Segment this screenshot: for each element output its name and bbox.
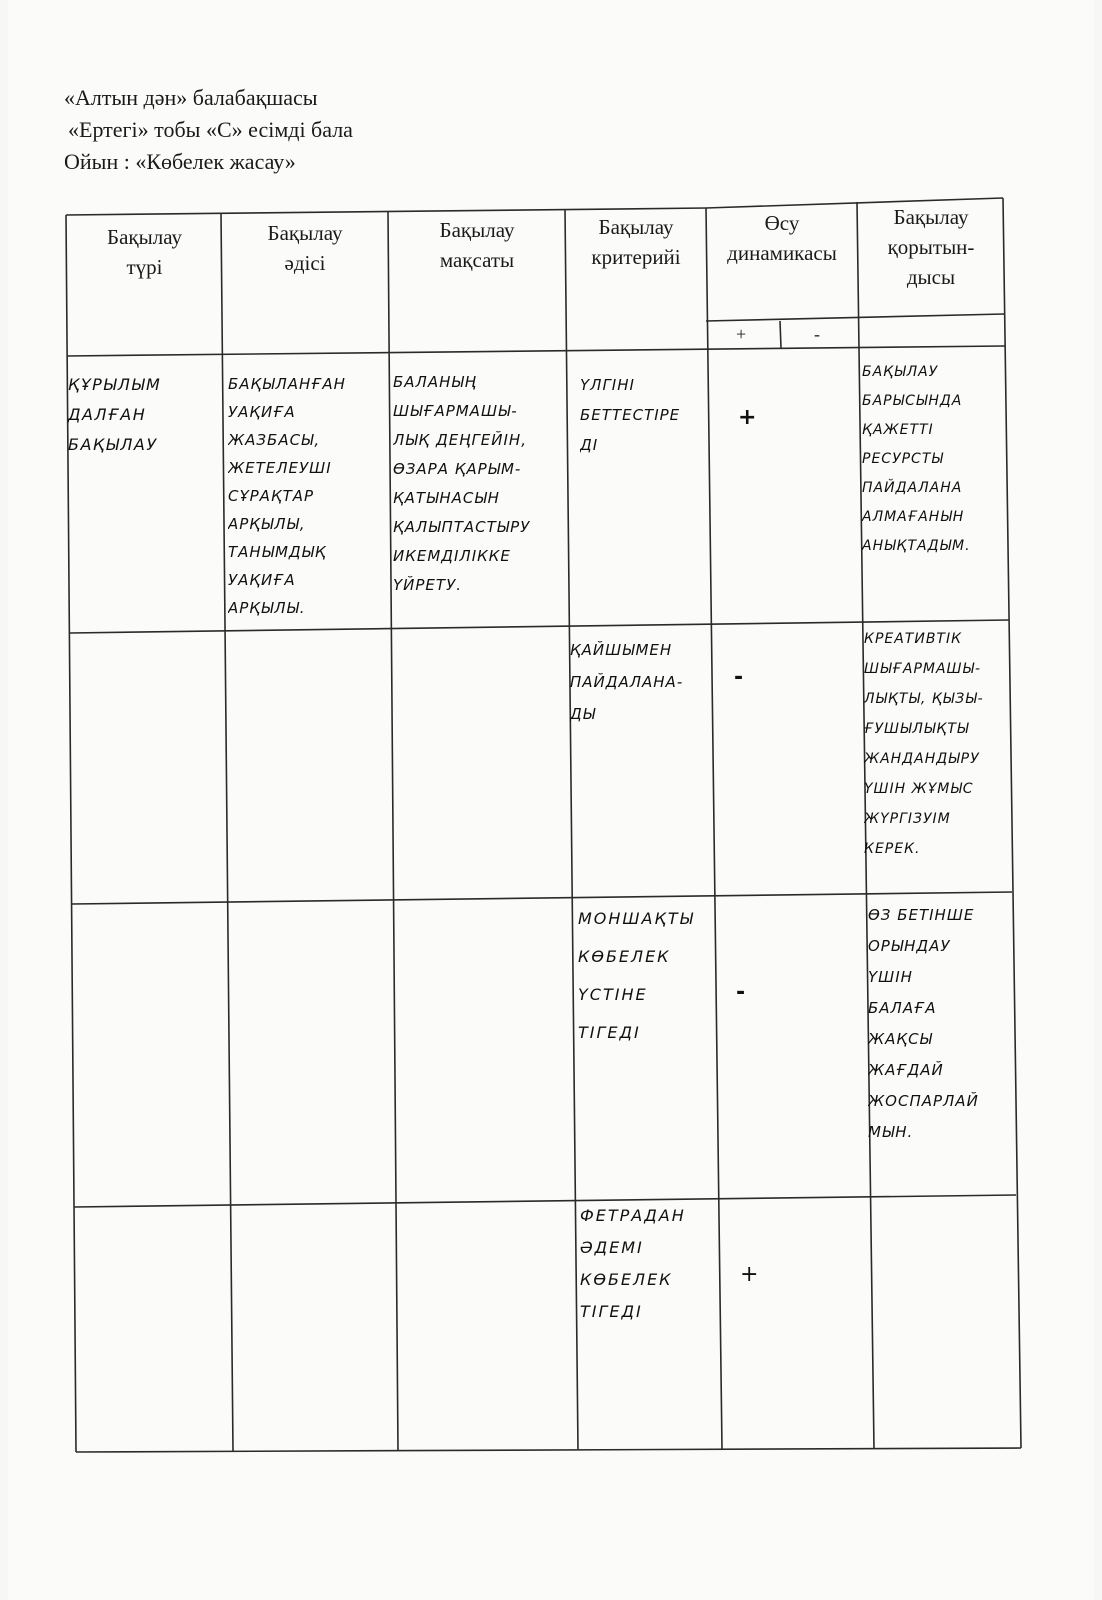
- row4-type: [78, 1214, 228, 1444]
- row4-criterion: ФЕТРАДАН ӘДЕМІ КӨБЕЛЕК ТІГЕДІ: [580, 1206, 686, 1321]
- column-header-criterion: Бақылау критерийі: [591, 215, 681, 269]
- row1-goal: БАЛАНЫҢ ШЫҒАРМАШЫ- ЛЫҚ ДЕҢГЕЙІН, ӨЗАРА ҚАРЫМ- ҚАТЫНАСЫН ҚАЛЫПТАСТЫРУ ИКЕМДІЛІККЕ ҮЙРЕТУ.: [393, 373, 531, 594]
- dynamics-minus-header: -: [814, 324, 820, 344]
- column-header-type: Бақылау түрі: [107, 225, 182, 279]
- group-child-line: «Ертегі» тобы «С» есімді бала: [68, 117, 353, 142]
- row1-type: ҚҰРЫЛЫМ ДАЛҒАН БАҚЫЛАУ: [68, 375, 162, 454]
- row1-criterion: ҮЛГІНІ БЕТТЕСТІРЕ ДІ: [580, 376, 681, 454]
- row1-result: БАҚЫЛАУ БАРЫСЫНДА ҚАЖЕТТІ РЕСУРСТЫ ПАЙДАЛАНА АЛМАҒАНЫН АНЫҚТАДЫМ.: [862, 364, 971, 554]
- row4-method: [236, 1214, 396, 1444]
- column-header-dynamics: Өсу динамикасы: [727, 211, 837, 265]
- row3-criterion: МОНШАҚТЫ КӨБЕЛЕК ҮСТІНЕ ТІГЕДІ: [578, 909, 695, 1042]
- row2-method: [230, 640, 390, 890]
- row3-method: [234, 912, 394, 1192]
- dynamics-plus-header: +: [736, 324, 747, 344]
- row3-result: ӨЗ БЕТІНШЕ ОРЫНДАУ ҮШІН БАЛАҒА ЖАҚСЫ ЖАҒДАЙ ЖОСПАРЛАЙ МЫН.: [868, 906, 979, 1141]
- row1-method: БАҚЫЛАНҒАН УАҚИҒА ЖАЗБАСЫ, ЖЕТЕЛЕУШІ СҰРАҚТАР АРҚЫЛЫ, ТАНЫМДЫҚ УАҚИҒА АРҚЫЛЫ.: [228, 375, 346, 617]
- row2-dynamics: -: [734, 665, 744, 690]
- row4-dynamics: +: [740, 1262, 759, 1287]
- row4-goal: [402, 1214, 577, 1444]
- row3-goal: [400, 912, 575, 1192]
- column-header-method: Бақылау әдісі: [267, 221, 343, 275]
- row3-dynamics: -: [736, 980, 746, 1005]
- row4-result: [878, 1205, 1018, 1435]
- row2-goal: [395, 640, 570, 890]
- row2-type: [72, 640, 222, 890]
- column-header-result: Бақылау қорытын- дысы: [887, 205, 975, 289]
- column-header-goal: Бақылау мақсаты: [439, 218, 515, 272]
- row2-criterion: ҚАЙШЫМЕН ПАЙДАЛАНА- ДЫ: [570, 641, 684, 723]
- row2-result: КРЕАТИВТІК ШЫҒАРМАШЫ- ЛЫҚТЫ, ҚЫЗЫ- ҒУШЫЛЫҚТЫ ЖАНДАНДЫРУ ҮШІН ЖҰМЫС ЖҮРГІЗУІМ КЕРЕК.: [864, 631, 984, 857]
- kindergarten-name: «Алтын дән» балабақшасы: [64, 85, 318, 110]
- row3-type: [74, 912, 224, 1192]
- row1-dynamics: +: [738, 405, 757, 430]
- game-title: Ойын : «Көбелек жасау»: [64, 149, 296, 174]
